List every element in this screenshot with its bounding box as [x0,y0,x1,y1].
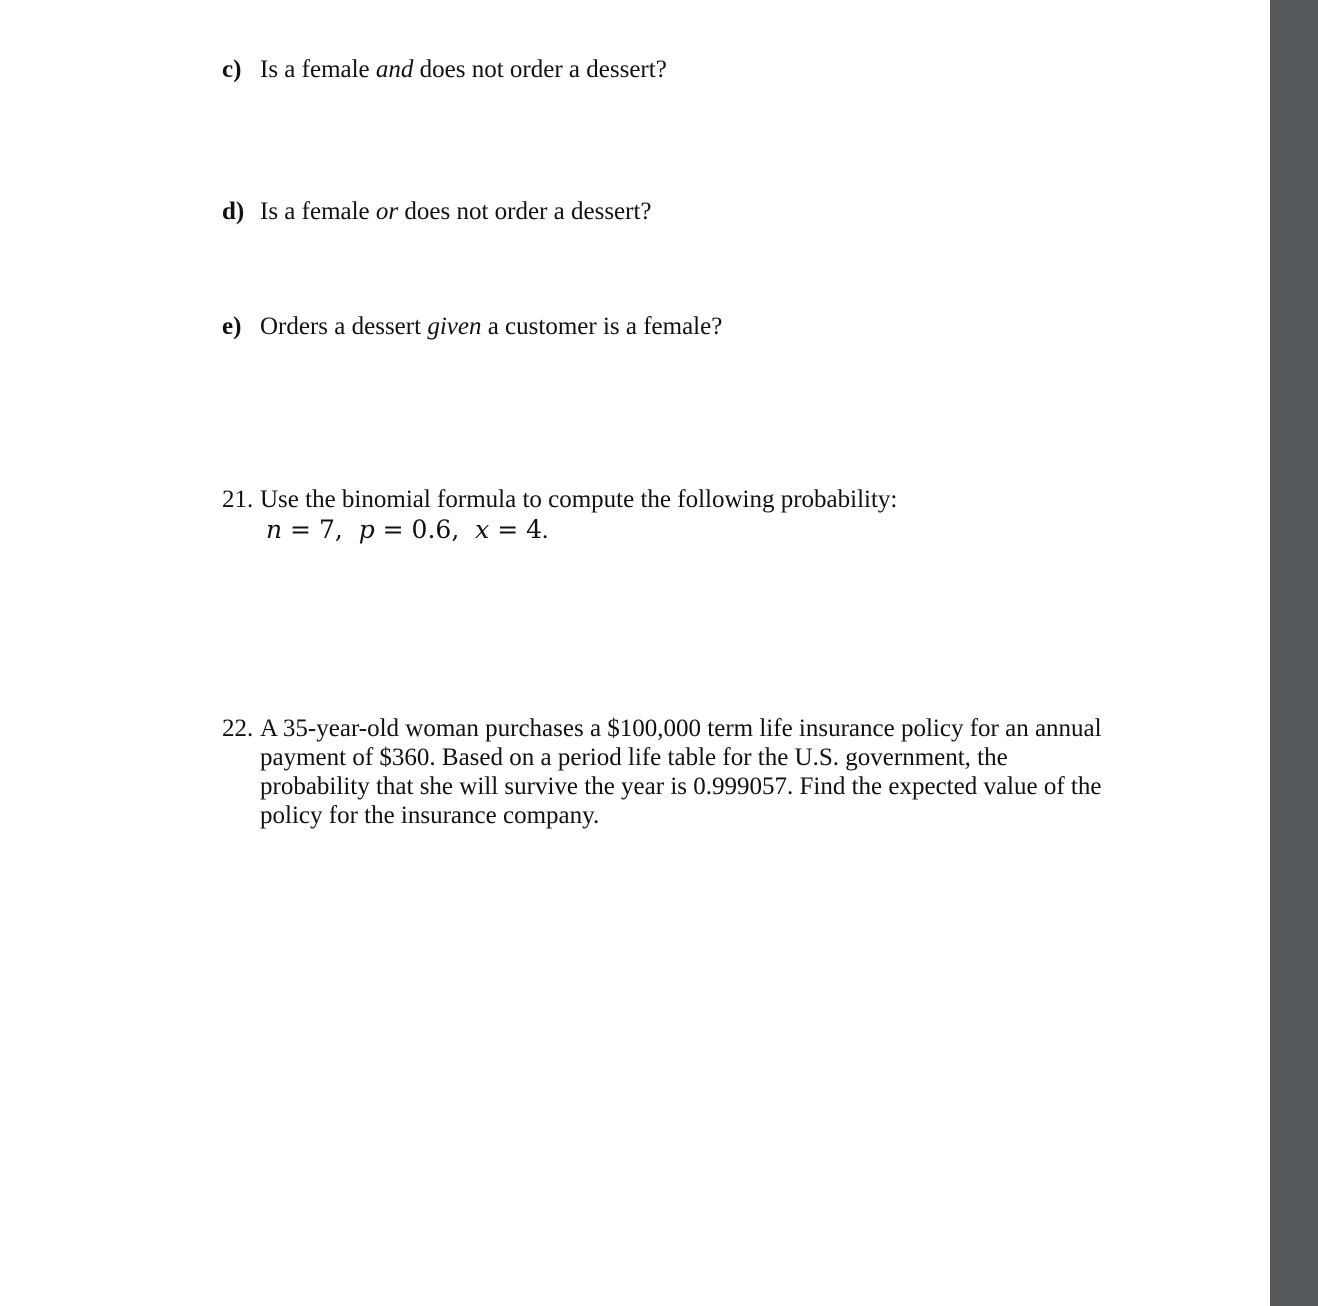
question-d-text-before: Is a female [260,198,376,225]
x-value: = 4 [489,515,543,544]
x-variable: x [475,515,490,544]
question-e-emphasis: given [427,313,482,340]
question-e-label: e) [222,313,242,340]
question-d-label: d) [222,198,245,225]
question-d-emphasis: or [375,198,399,225]
question-c-label: c) [222,56,242,83]
question-21-number: 21. [222,486,254,513]
question-21-parameters [266,515,548,545]
question-c-text-before: Is a female [260,56,376,83]
question-d [222,197,652,226]
question-c-emphasis: and [375,56,414,83]
question-22-line-2: payment of $360. Based on a period life table for the U.S. government, the [260,744,1008,771]
question-21-text: Use the binomial formula to compute the following probability: [260,486,898,513]
question-e-text-before: Orders a dessert [260,313,428,340]
question-c-text-after: does not order a dessert? [413,56,667,83]
p-variable: p [358,515,375,544]
question-e [222,312,722,341]
question-d-text-after: does not order a dessert? [398,198,652,225]
question-e-text-after: a customer is a female? [481,313,723,340]
question-22-line-3: probability that she will survive the year is 0.999057. Find the expected value of the [260,773,1102,800]
question-22-line-1: A 35-year-old woman purchases a $100,000 term life insurance policy for an annual [260,715,1102,742]
question-22-number: 22. [222,715,254,742]
n-value: = 7, [282,515,359,544]
parameters-period: . [542,517,549,544]
question-c [222,55,667,84]
question-22-line-4: policy for the insurance company. [260,802,600,829]
vertical-scrollbar[interactable] [1270,0,1318,1306]
n-variable: n [266,515,283,544]
question-22 [222,714,1102,743]
p-value: = 0.6, [374,515,476,544]
question-21 [222,485,897,514]
